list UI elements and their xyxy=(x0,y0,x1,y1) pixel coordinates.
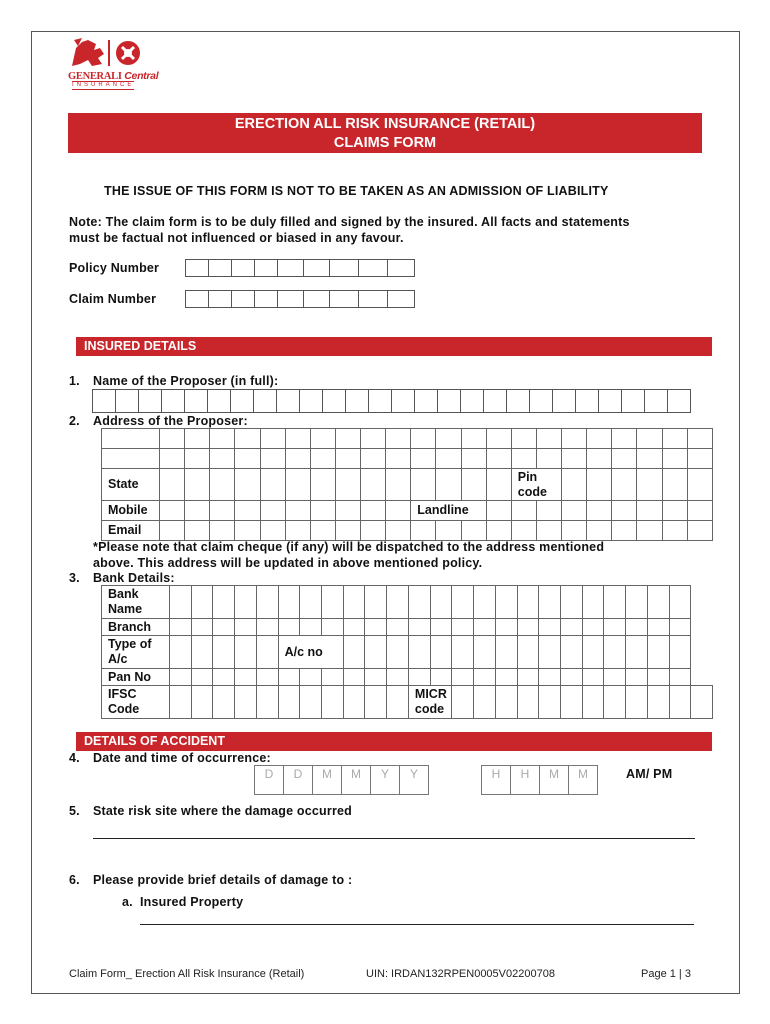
q2-number: 2. xyxy=(69,414,80,428)
q6a-number: a. xyxy=(122,895,133,909)
form-subtitle: CLAIMS FORM xyxy=(333,135,437,151)
address-note-line-2: above. This address will be updated in above mentioned policy. xyxy=(93,556,483,570)
branch-label: Branch xyxy=(102,619,170,636)
account-number-label: A/c no xyxy=(278,636,343,669)
date-month-2[interactable]: M xyxy=(341,765,371,795)
lion-emblem-icon xyxy=(66,36,166,72)
date-input[interactable] xyxy=(255,765,429,795)
insured-details-header: INSURED DETAILS xyxy=(76,337,712,356)
bank-name-label: Bank Name xyxy=(102,586,170,619)
q5-number: 5. xyxy=(69,804,80,818)
logo-brand-tag: INSURANCE xyxy=(72,82,135,88)
date-year-2[interactable]: Y xyxy=(399,765,429,795)
company-logo xyxy=(66,36,166,88)
address-note-line-1: *Please note that claim cheque (if any) will be dispatched to the address mentioned xyxy=(93,540,605,554)
account-type-label: Type of A/c xyxy=(102,636,170,669)
address-grid[interactable] xyxy=(101,428,713,541)
q1-label: Name of the Proposer (in full): xyxy=(93,374,279,388)
policy-number-label: Policy Number xyxy=(69,261,160,275)
risk-site-answer-line[interactable] xyxy=(93,826,695,839)
landline-label: Landline xyxy=(411,501,486,521)
time-hour-1[interactable]: H xyxy=(481,765,511,795)
footer-page-number: Page 1 | 3 xyxy=(641,968,691,980)
logo-brand-sub: Central xyxy=(124,70,159,82)
q2-label: Address of the Proposer: xyxy=(93,414,248,428)
q4-label: Date and time of occurrence: xyxy=(93,751,271,765)
q6-label: Please provide brief details of damage to : xyxy=(93,873,353,887)
form-title: ERECTION ALL RISK INSURANCE (RETAIL) xyxy=(234,116,536,132)
q4-number: 4. xyxy=(69,751,80,765)
time-minute-1[interactable]: M xyxy=(539,765,569,795)
time-input[interactable] xyxy=(482,765,598,795)
micr-code-label: MICR code xyxy=(408,686,451,719)
am-pm-label: AM/ PM xyxy=(626,767,673,781)
q5-label: State risk site where the damage occurred xyxy=(93,804,352,818)
q3-number: 3. xyxy=(69,571,80,585)
insured-property-answer-line[interactable] xyxy=(140,912,694,925)
note-line-1: Note: The claim form is to be duly filled and signed by the insured. All facts and statements xyxy=(69,215,630,229)
date-year-1[interactable]: Y xyxy=(370,765,400,795)
q3-label: Bank Details: xyxy=(93,571,175,585)
email-label: Email xyxy=(102,521,160,541)
footer-form-name: Claim Form_ Erection All Risk Insurance (Retail) xyxy=(69,968,305,980)
ifsc-code-label: IFSC Code xyxy=(102,686,170,719)
state-label: State xyxy=(102,469,160,501)
time-hour-2[interactable]: H xyxy=(510,765,540,795)
accident-details-header: DETAILS OF ACCIDENT xyxy=(76,732,712,751)
note-line-2: must be factual not influenced or biased in any favour. xyxy=(69,231,404,245)
date-day-1[interactable]: D xyxy=(254,765,284,795)
q6-number: 6. xyxy=(69,873,80,887)
proposer-name-input[interactable] xyxy=(93,389,691,413)
date-month-1[interactable]: M xyxy=(312,765,342,795)
pan-number-label: Pan No xyxy=(102,669,170,686)
mobile-label: Mobile xyxy=(102,501,160,521)
time-minute-2[interactable]: M xyxy=(568,765,598,795)
date-day-2[interactable]: D xyxy=(283,765,313,795)
claim-number-label: Claim Number xyxy=(69,292,157,306)
liability-disclaimer: THE ISSUE OF THIS FORM IS NOT TO BE TAKEN AS AN ADMISSION OF LIABILITY xyxy=(104,184,609,198)
form-title-banner xyxy=(68,113,702,153)
claim-number-input[interactable] xyxy=(186,290,415,308)
pin-code-label: Pin code xyxy=(511,469,561,501)
policy-number-input[interactable] xyxy=(186,259,415,277)
footer-uin: UIN: IRDAN132RPEN0005V02200708 xyxy=(366,968,555,980)
q6a-label: Insured Property xyxy=(140,895,244,909)
bank-details-grid[interactable] xyxy=(101,585,713,719)
q1-number: 1. xyxy=(69,374,80,388)
logo-brand-main: GENERALI xyxy=(68,71,122,82)
